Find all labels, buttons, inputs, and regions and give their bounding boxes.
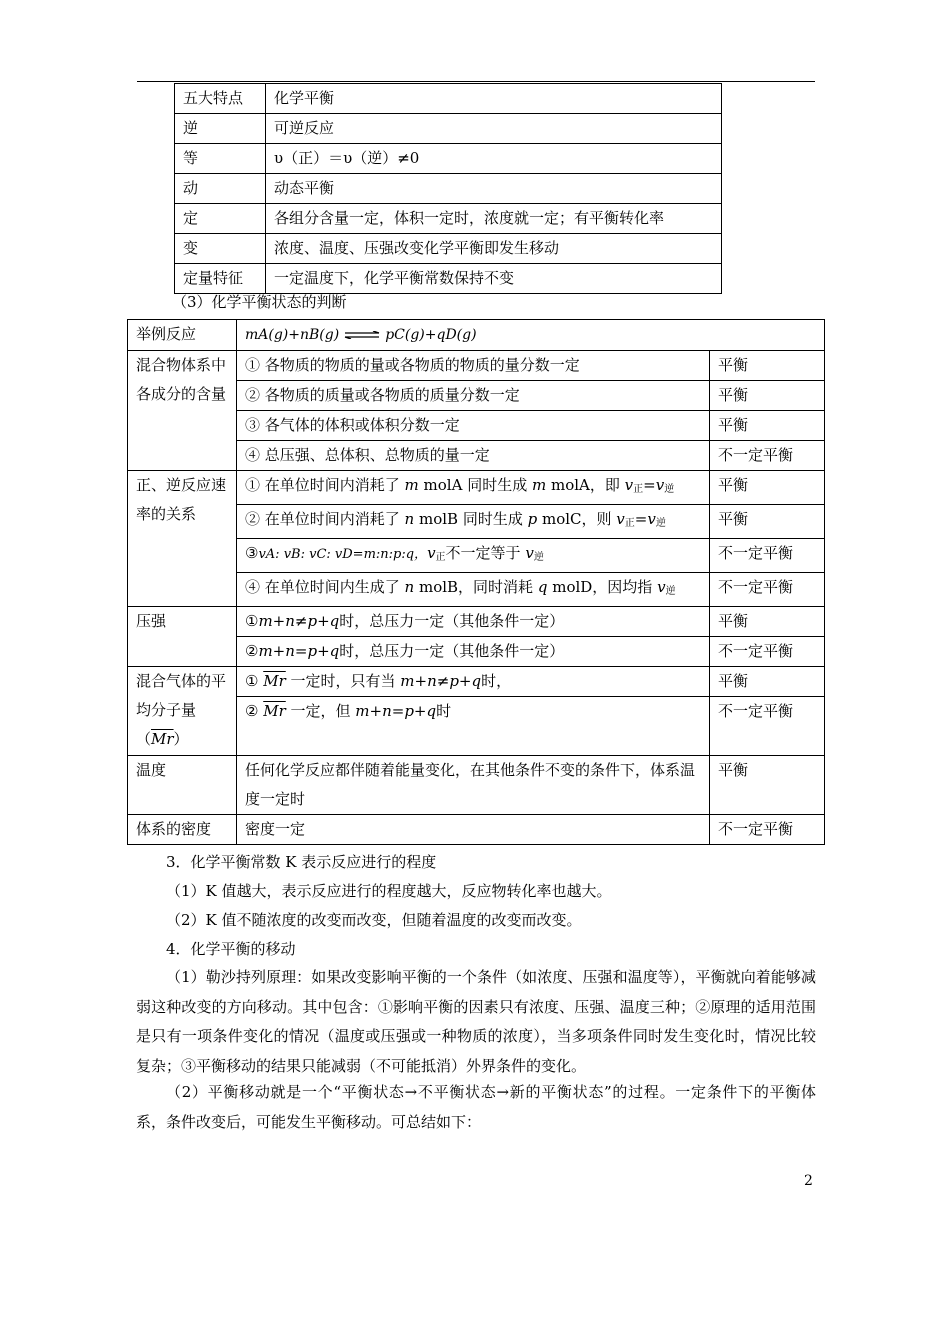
table-row bbox=[128, 351, 825, 381]
table-cell: 各组分含量一定，体积一定时，浓度就一定；有平衡转化率 bbox=[266, 204, 722, 234]
table-cell: 可逆反应 bbox=[266, 114, 722, 144]
group-label: 混合物体系中各成分的含量 bbox=[128, 351, 237, 471]
header-label: 举例反应 bbox=[128, 320, 237, 351]
table-cell: 化学平衡 bbox=[266, 84, 722, 114]
table-cell: 密度一定 bbox=[237, 815, 710, 845]
table-cell: 逆 bbox=[175, 114, 266, 144]
result-cell: 不一定平衡 bbox=[710, 539, 825, 573]
paragraph-k2: （2）K 值不随浓度的改变而改变，但随着温度的改变而改变。 bbox=[166, 911, 582, 929]
table-row bbox=[128, 471, 825, 505]
table-cell: 变 bbox=[175, 234, 266, 264]
table-cell: ③ 各气体的体积或体积分数一定 bbox=[237, 411, 710, 441]
table-cell: ② Mr 一定，但 m+n=p+q时 bbox=[237, 697, 710, 756]
table-row bbox=[128, 320, 825, 351]
result-cell: 平衡 bbox=[710, 667, 825, 697]
group-label: 混合气体的平均分子量 （Mr） bbox=[128, 667, 237, 756]
table-cell: ④ 在单位时间内生成了 n molB，同时消耗 q molD，因均指 $v_逆$ bbox=[237, 573, 710, 607]
table-cell: ① 各物质的物质的量或各物质的物质的量分数一定 bbox=[237, 351, 710, 381]
table-cell: ②m+n=p+q时，总压力一定（其他条件一定） bbox=[237, 637, 710, 667]
group-label: 体系的密度 bbox=[128, 815, 237, 845]
table-cell: ① Mr 一定时，只有当 m+n≠p+q时， bbox=[237, 667, 710, 697]
table-cell: 浓度、温度、压强改变化学平衡即发生移动 bbox=[266, 234, 722, 264]
table-row bbox=[128, 756, 825, 815]
table-row bbox=[175, 204, 722, 234]
table-row bbox=[175, 234, 722, 264]
table-row bbox=[128, 667, 825, 697]
reaction-right: pC(g)+qD(g) bbox=[385, 327, 477, 343]
table-row bbox=[128, 607, 825, 637]
result-cell: 不一定平衡 bbox=[710, 815, 825, 845]
table-cell: 五大特点 bbox=[175, 84, 266, 114]
table-cell: 动 bbox=[175, 174, 266, 204]
result-cell: 平衡 bbox=[710, 471, 825, 505]
table-cell: 等 bbox=[175, 144, 266, 174]
table-row bbox=[175, 174, 722, 204]
equilibrium-judgement-table bbox=[127, 319, 825, 845]
table-cell: ② 在单位时间内消耗了 n molB 同时生成 p molC，则 $v_正=v_逆$ bbox=[237, 505, 710, 539]
heading-3: 3．化学平衡常数 K 表示反应进行的程度 bbox=[166, 853, 437, 871]
header-rule bbox=[137, 81, 815, 82]
group-label: 压强 bbox=[128, 607, 237, 667]
table-cell: 定 bbox=[175, 204, 266, 234]
result-cell: 平衡 bbox=[710, 505, 825, 539]
result-cell: 不一定平衡 bbox=[710, 573, 825, 607]
features-table bbox=[174, 83, 722, 294]
table-cell: ③vA: vB: vC: vD=m:n:p:q，$v_正$不一定等于 $v_逆$ bbox=[237, 539, 710, 573]
table-row bbox=[175, 114, 722, 144]
table-cell: 任何化学反应都伴随着能量变化，在其他条件不变的条件下，体系温度一定时 bbox=[237, 756, 710, 815]
table-cell: ④ 总压强、总体积、总物质的量一定 bbox=[237, 441, 710, 471]
page-number: 2 bbox=[804, 1173, 813, 1189]
result-cell: 平衡 bbox=[710, 756, 825, 815]
table-cell: υ（正）＝υ（逆）≠0 bbox=[266, 144, 722, 174]
result-cell: 不一定平衡 bbox=[710, 441, 825, 471]
result-cell: 平衡 bbox=[710, 351, 825, 381]
group-label: 正、逆反应速率的关系 bbox=[128, 471, 237, 607]
result-cell: 不一定平衡 bbox=[710, 697, 825, 756]
reaction-equation bbox=[237, 320, 825, 351]
table-row bbox=[175, 84, 722, 114]
table-row bbox=[175, 264, 722, 294]
heading-4: 4．化学平衡的移动 bbox=[166, 940, 296, 958]
result-cell: 平衡 bbox=[710, 411, 825, 441]
section-heading: （3）化学平衡状态的判断 bbox=[172, 293, 347, 311]
table-cell: 动态平衡 bbox=[266, 174, 722, 204]
table-cell: 定量特征 bbox=[175, 264, 266, 294]
paragraph-k1: （1）K 值越大，表示反应进行的程度越大，反应物转化率也越大。 bbox=[166, 882, 612, 900]
table-row bbox=[175, 144, 722, 174]
equilibrium-arrow-icon bbox=[343, 331, 381, 339]
table-cell: 一定温度下，化学平衡常数保持不变 bbox=[266, 264, 722, 294]
group-label: 温度 bbox=[128, 756, 237, 815]
paragraph-shift: （2）平衡移动就是一个“平衡状态→不平衡状态→新的平衡状态”的过程。一定条件下的平衡体系，条件改变后，可能发生平衡移动。可总结如下： bbox=[136, 1083, 816, 1131]
paragraph-le-chatelier: （1）勒沙持列原理：如果改变影响平衡的一个条件（如浓度、压强和温度等），平衡就向着能够减弱这种改变的方向移动。其中包含：①影响平衡的因素只有浓度、压强、温度三种；②原理的适用范围是只有一项条件变化的情况（温度或压强或一种物质的浓度），当多项条件同时发生变化时，情况比较复杂；③平衡移动的结果只能减弱（不可能抵消）外界条件的变化。 bbox=[136, 968, 816, 1075]
table-row bbox=[128, 815, 825, 845]
table-cell: ①m+n≠p+q时，总压力一定（其他条件一定） bbox=[237, 607, 710, 637]
result-cell: 不一定平衡 bbox=[710, 637, 825, 667]
table-cell: ① 在单位时间内消耗了 m molA 同时生成 m molA，即 $v_正=v_逆$ bbox=[237, 471, 710, 505]
result-cell: 平衡 bbox=[710, 381, 825, 411]
result-cell: 平衡 bbox=[710, 607, 825, 637]
table-cell: ② 各物质的质量或各物质的质量分数一定 bbox=[237, 381, 710, 411]
reaction-left: mA(g)+nB(g) bbox=[245, 327, 340, 343]
